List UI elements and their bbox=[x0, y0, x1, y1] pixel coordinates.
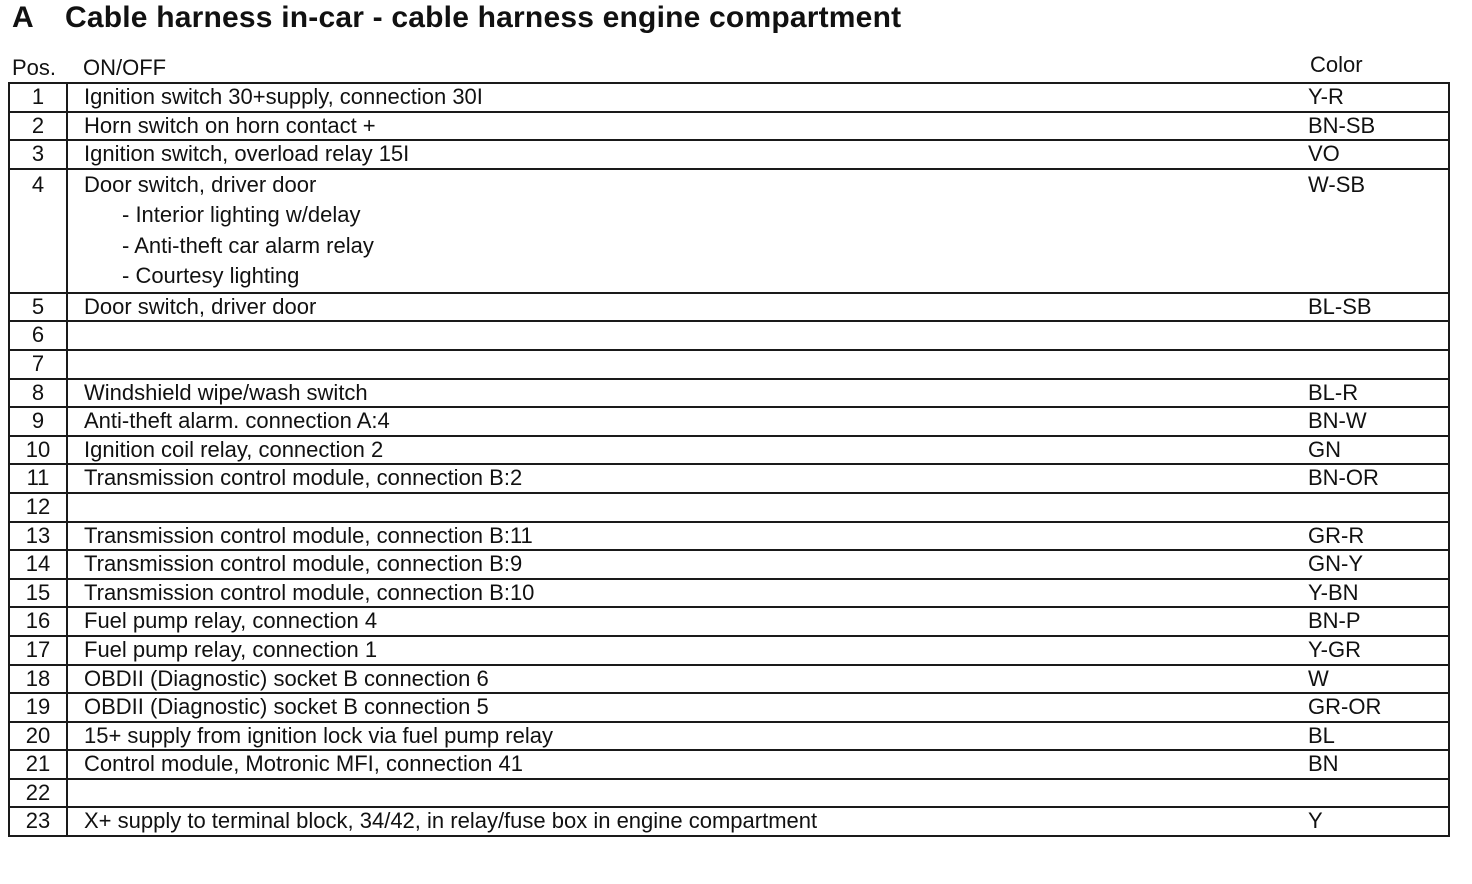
table-row bbox=[9, 140, 1449, 169]
table-row bbox=[9, 722, 1449, 751]
color-cell: Y bbox=[1301, 807, 1449, 836]
table-row bbox=[9, 321, 1449, 350]
color-cell: Y-R bbox=[1301, 83, 1449, 112]
table-row bbox=[9, 83, 1449, 112]
color-cell: GR-R bbox=[1301, 522, 1449, 551]
table-row bbox=[9, 550, 1449, 579]
table-row bbox=[9, 436, 1449, 465]
desc-cell: Fuel pump relay, connection 1 bbox=[67, 636, 1301, 665]
pos-cell: 10 bbox=[9, 436, 67, 465]
desc-cell: Horn switch on horn contact + bbox=[67, 112, 1301, 141]
header-desc: ON/OFF bbox=[83, 55, 167, 80]
color-cell bbox=[1301, 321, 1449, 350]
desc-cell: Ignition coil relay, connection 2 bbox=[67, 436, 1301, 465]
table-row bbox=[9, 579, 1449, 608]
pos-cell: 18 bbox=[9, 665, 67, 694]
color-cell bbox=[1301, 350, 1449, 379]
desc-cell: Transmission control module, connection B:9 bbox=[67, 550, 1301, 579]
color-cell: BN bbox=[1301, 750, 1449, 779]
color-cell bbox=[1301, 169, 1449, 293]
color-cell: BL bbox=[1301, 722, 1449, 751]
pos-cell: 13 bbox=[9, 522, 67, 551]
pos-cell: 14 bbox=[9, 550, 67, 579]
desc-cell: X+ supply to terminal block, 34/42, in relay/fuse box in engine compartment bbox=[67, 807, 1301, 836]
color-cell: GN bbox=[1301, 436, 1449, 465]
color-cell: BN-SB bbox=[1301, 112, 1449, 141]
desc-cell: Ignition switch, overload relay 15I bbox=[67, 140, 1301, 169]
color-cell: Y-GR bbox=[1301, 636, 1449, 665]
table-row bbox=[9, 522, 1449, 551]
color-cell: VO bbox=[1301, 140, 1449, 169]
desc-sub-item: - Interior lighting w/delay bbox=[122, 202, 361, 228]
section-letter: A bbox=[12, 1, 34, 34]
desc-cell bbox=[67, 779, 1301, 808]
pos-cell: 16 bbox=[9, 607, 67, 636]
pos-cell: 12 bbox=[9, 493, 67, 522]
pos-cell: 23 bbox=[9, 807, 67, 836]
pos-cell: 19 bbox=[9, 693, 67, 722]
pos-cell: 11 bbox=[9, 464, 67, 493]
desc-cell: Fuel pump relay, connection 4 bbox=[67, 607, 1301, 636]
table-row bbox=[9, 807, 1449, 836]
pos-cell: 20 bbox=[9, 722, 67, 751]
pos-cell: 5 bbox=[9, 293, 67, 322]
pos-cell: 7 bbox=[9, 350, 67, 379]
harness-table bbox=[8, 82, 1450, 837]
table-row bbox=[9, 293, 1449, 322]
desc-cell: OBDII (Diagnostic) socket B connection 5 bbox=[67, 693, 1301, 722]
table-row bbox=[9, 779, 1449, 808]
pos-cell: 22 bbox=[9, 779, 67, 808]
color-cell: BN-P bbox=[1301, 607, 1449, 636]
color-cell bbox=[1301, 493, 1449, 522]
color-cell: Y-BN bbox=[1301, 579, 1449, 608]
pos-cell: 15 bbox=[9, 579, 67, 608]
desc-cell bbox=[67, 169, 1301, 293]
table-row bbox=[9, 112, 1449, 141]
desc-cell bbox=[67, 350, 1301, 379]
page-title bbox=[12, 1, 901, 35]
header-color: Color bbox=[1310, 52, 1363, 77]
table-header bbox=[0, 52, 1472, 80]
desc-main: Door switch, driver door bbox=[84, 171, 317, 197]
color-cell: BN-OR bbox=[1301, 464, 1449, 493]
color-cell: BN-W bbox=[1301, 407, 1449, 436]
table-row bbox=[9, 693, 1449, 722]
table-row bbox=[9, 407, 1449, 436]
desc-cell: OBDII (Diagnostic) socket B connection 6 bbox=[67, 665, 1301, 694]
desc-cell: Ignition switch 30+supply, connection 30I bbox=[67, 83, 1301, 112]
color-cell: BL-R bbox=[1301, 379, 1449, 408]
desc-cell: Transmission control module, connection B:10 bbox=[67, 579, 1301, 608]
color-cell bbox=[1301, 779, 1449, 808]
color-cell: GN-Y bbox=[1301, 550, 1449, 579]
header-pos: Pos. bbox=[12, 55, 57, 80]
pos-cell: 3 bbox=[9, 140, 67, 169]
desc-cell: 15+ supply from ignition lock via fuel pump relay bbox=[67, 722, 1301, 751]
pos-cell: 2 bbox=[9, 112, 67, 141]
pos-cell: 9 bbox=[9, 407, 67, 436]
harness-table-body bbox=[9, 83, 1449, 836]
pos-cell: 21 bbox=[9, 750, 67, 779]
color-cell: GR-OR bbox=[1301, 693, 1449, 722]
desc-cell: Transmission control module, connection B:2 bbox=[67, 464, 1301, 493]
desc-cell: Door switch, driver door bbox=[67, 293, 1301, 322]
table-row bbox=[9, 350, 1449, 379]
table-row bbox=[9, 750, 1449, 779]
table-row bbox=[9, 607, 1449, 636]
desc-cell: Transmission control module, connection B:11 bbox=[67, 522, 1301, 551]
table-row bbox=[9, 169, 1449, 293]
table-row bbox=[9, 379, 1449, 408]
color-cell: W bbox=[1301, 665, 1449, 694]
desc-cell: Anti-theft alarm. connection A:4 bbox=[67, 407, 1301, 436]
desc-cell bbox=[67, 493, 1301, 522]
table-row bbox=[9, 493, 1449, 522]
table-row bbox=[9, 636, 1449, 665]
section-title: Cable harness in-car - cable harness engine compartment bbox=[65, 1, 902, 34]
desc-cell: Control module, Motronic MFI, connection 41 bbox=[67, 750, 1301, 779]
table-row bbox=[9, 464, 1449, 493]
pos-value: 4 bbox=[31, 171, 45, 197]
color-cell: BL-SB bbox=[1301, 293, 1449, 322]
desc-cell bbox=[67, 321, 1301, 350]
pos-cell: 8 bbox=[9, 379, 67, 408]
color-value: W-SB bbox=[1308, 171, 1366, 197]
pos-cell: 1 bbox=[9, 83, 67, 112]
pos-cell: 17 bbox=[9, 636, 67, 665]
desc-cell: Windshield wipe/wash switch bbox=[67, 379, 1301, 408]
desc-sub-item: - Anti-theft car alarm relay bbox=[122, 232, 374, 258]
pos-cell bbox=[9, 169, 67, 293]
desc-sub-item: - Courtesy lighting bbox=[122, 263, 300, 289]
pos-cell: 6 bbox=[9, 321, 67, 350]
table-row bbox=[9, 665, 1449, 694]
